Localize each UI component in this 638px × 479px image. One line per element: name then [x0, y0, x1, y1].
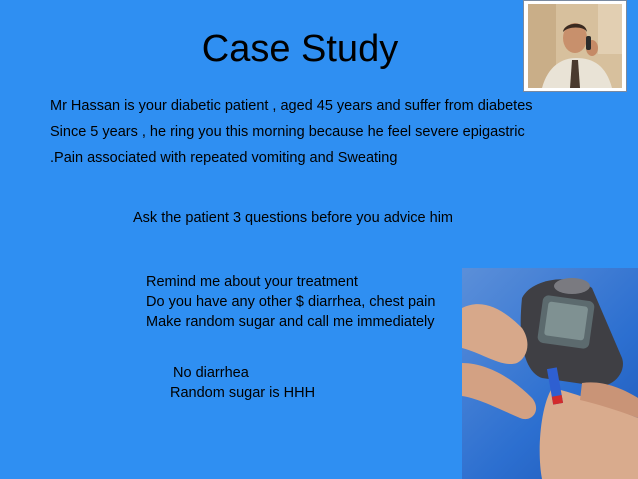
slide-title: Case Study [201, 28, 399, 70]
doctor-photo-image [528, 4, 622, 88]
intro-line-3: .Pain associated with repeated vomiting and Sweating [50, 150, 398, 166]
question-3: Make random sugar and call me immediately [146, 314, 435, 330]
answer-2: Random sugar is HHH [170, 385, 316, 401]
glucose-meter-photo [462, 268, 638, 479]
task-instruction: Ask the patient 3 questions before you advice him [133, 210, 453, 226]
question-1: Remind me about your treatment [146, 274, 358, 290]
answer-1: No diarrhea [173, 365, 249, 381]
question-2: Do you have any other $ diarrhea, chest pain [146, 294, 436, 310]
doctor-photo [523, 0, 627, 92]
intro-line-2: Since 5 years , he ring you this morning because he feel severe epigastric [50, 124, 525, 140]
intro-line-1: Mr Hassan is your diabetic patient , aged 45 years and suffer from diabetes [50, 98, 533, 114]
